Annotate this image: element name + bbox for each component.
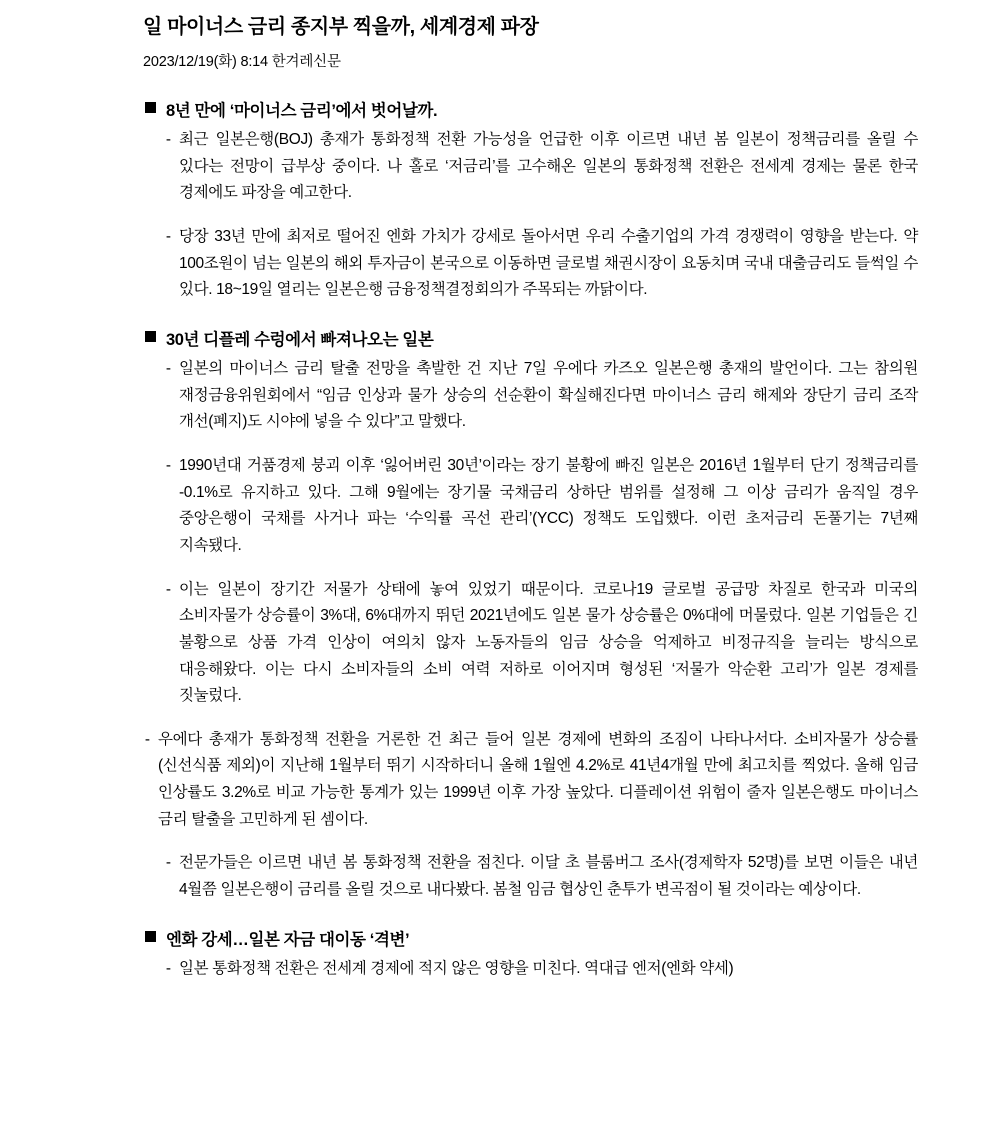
square-bullet-icon xyxy=(145,331,156,342)
dash-marker: - xyxy=(165,580,171,598)
article-section xyxy=(40,326,951,904)
paragraph-text: 우에다 총재가 통화정책 전환을 거론한 건 최근 들어 일본 경제에 변화의 조짐이 나타나서다. 소비자물가 상승률(신선식품 제외)이 지난해 1월부터 뛰기 시작하더니 올해 1월엔 4.2%로 41년4개월 만에 최고치를 찍었다. 올해 임금 인상률도 3.2%로 비교 가능한 통계가 있는 1999년 이후 가장 높았다. 디플레이션 위험이 줄자 일본은행도 마이너스 금리 탈출을 고민하게 된 셈이다. xyxy=(158,730,918,828)
dash-marker: - xyxy=(165,959,171,977)
paragraph xyxy=(165,453,918,560)
section-heading-label: 8년 만에 ‘마이너스 금리’에서 벗어날까. xyxy=(166,102,438,120)
paragraph xyxy=(165,850,918,903)
dash-marker: - xyxy=(165,854,171,872)
paragraph xyxy=(165,224,918,304)
paragraph-text: 1990년대 거품경제 붕괴 이후 ‘잃어버린 30년’이라는 장기 불황에 빠진 일본은 2016년 1월부터 단기 정책금리를 -0.1%로 유지하고 있다. 그해 9월에는 장기물 국채금리 상하단 범위를 설정해 그 이상 금리가 움직일 경우 중앙은행이 국채를 사거나 파는 ‘수익률 곡선 관리’(YCC) 정책도 도입했다. 이런 초저금리 돈풀기는 7년째 지속됐다. xyxy=(179,456,918,554)
paragraph xyxy=(165,356,918,436)
paragraph xyxy=(165,956,918,983)
paragraph xyxy=(165,127,918,207)
paragraph-text: 최근 일본은행(BOJ) 총재가 통화정책 전환 가능성을 언급한 이후 이르면 내년 봄 일본이 정책금리를 올릴 수 있다는 전망이 급부상 중이다. 나 홀로 ‘저금리’를 고수해온 일본의 통화정책 전환은 전세계 경제는 물론 한국 경제에도 파장을 예고한다. xyxy=(179,131,918,202)
paragraph xyxy=(144,727,918,834)
article-meta: 2023/12/19(화) 8:14 한겨레신문 xyxy=(143,54,341,70)
paragraph-text: 일본 통화정책 전환은 전세계 경제에 적지 않은 영향을 미친다. 역대급 엔저(엔화 약세) xyxy=(179,959,734,977)
article-body xyxy=(40,97,951,982)
section-heading xyxy=(145,97,951,121)
square-bullet-icon xyxy=(145,931,156,942)
paragraph-text: 당장 33년 만에 최저로 떨어진 엔화 가치가 강세로 돌아서면 우리 수출기업의 가격 경쟁력이 영향을 받는다. 약 100조원이 넘는 일본의 해외 투자금이 본국으로 이동하면 글로벌 채권시장이 요동치며 국내 대출금리도 들썩일 수 있다. 18~19일 열리는 일본은행 금융정책결정회의가 주목되는 까닭이다. xyxy=(179,227,918,299)
paragraph-text: 일본의 마이너스 금리 탈출 전망을 촉발한 건 지난 7일 우에다 카즈오 일본은행 총재의 발언이다. 그는 참의원 재정금융위원회에서 “임금 인상과 물가 상승의 선순환이 확실해진다면 마이너스 금리 해제와 장단기 금리 조작 개선(폐지)도 시야에 넣을 수 있다”고 말했다. xyxy=(179,359,918,431)
dash-marker: - xyxy=(165,227,171,245)
square-bullet-icon xyxy=(145,102,156,113)
paragraph-text: 전문가들은 이르면 내년 봄 통화정책 전환을 점친다. 이달 초 블룸버그 조사(경제학자 52명)를 보면 이들은 내년 4월쯤 일본은행이 금리를 올릴 것으로 내다봤다. 봄철 임금 협상인 춘투가 변곡점이 될 것이라는 예상이다. xyxy=(179,854,918,899)
page-title: 일 마이너스 금리 종지부 찍을까, 세계경제 파장 xyxy=(143,16,539,38)
section-heading-label: 30년 디플레 수렁에서 빠져나오는 일본 xyxy=(166,330,434,349)
section-heading xyxy=(145,326,951,350)
paragraph-text: 이는 일본이 장기간 저물가 상태에 놓여 있었기 때문이다. 코로나19 글로벌 공급망 차질로 한국과 미국의 소비자물가 상승률이 3%대, 6%대까지 뛰던 2021년에도 일본 물가 상승률은 0%대에 머물렀다. 일본 기업들은 긴 불황으로 상품 가격 인상이 여의치 않자 노동자들의 임금 상승을 억제하고 비정규직을 늘리는 방식으로 대응해왔다. 이는 다시 소비자들의 소비 여력 저하로 이어지며 형성된 ‘저물가 악순환 고리’가 일본 경제를 짓눌렀다. xyxy=(179,580,918,705)
dash-marker: - xyxy=(165,131,171,148)
article-section xyxy=(40,97,951,304)
section-heading xyxy=(145,926,951,950)
section-heading-label: 엔화 강세…일본 자금 대이동 ‘격변’ xyxy=(166,930,410,949)
article-section xyxy=(40,926,951,983)
dash-marker: - xyxy=(165,359,171,377)
dash-marker: - xyxy=(144,730,150,748)
dash-marker: - xyxy=(165,456,171,474)
paragraph xyxy=(165,577,918,710)
